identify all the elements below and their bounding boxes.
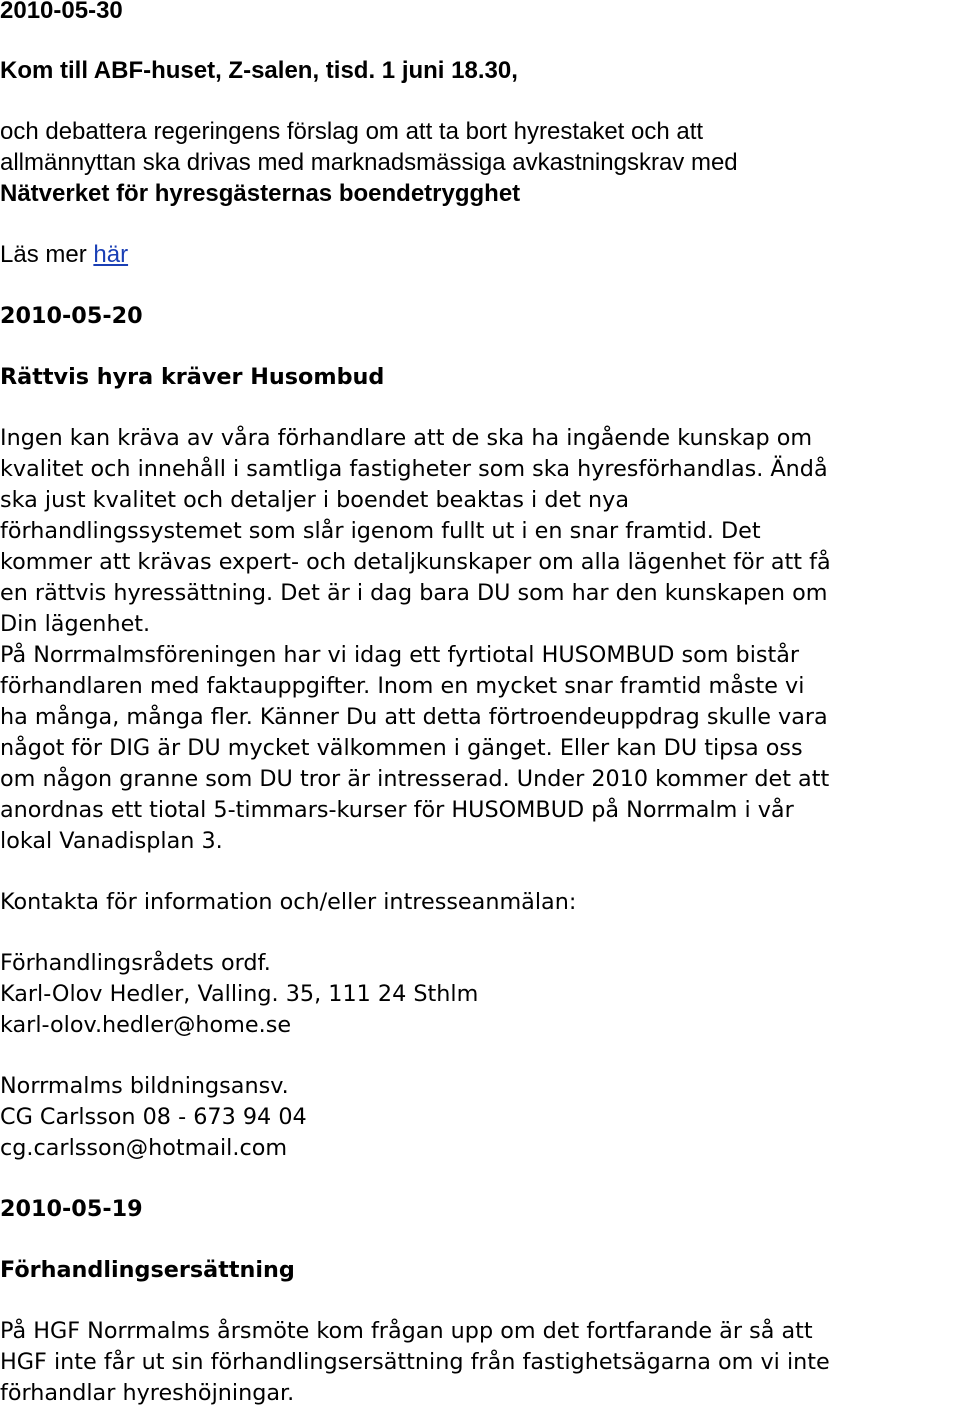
entry-2-title: Rättvis hyra kräver Husombud [0, 364, 385, 390]
read-more-link[interactable]: här [93, 241, 129, 268]
entry-2-body-line-1: Ingen kan kräva av våra förhandlare att de ska ha ingående kunskap om [0, 425, 813, 451]
entry-2-body-line-2: kvalitet och innehåll i samtliga fastigheter som ska hyresförhandlas. Ändå [0, 456, 828, 482]
entry-2-body-line-8: På Norrmalmsföreningen har vi idag ett fyrtiotal HUSOMBUD som bistår [0, 642, 800, 668]
entry-1-body-line-2: allmännyttan ska drivas med marknadsmässiga avkastningskrav med [0, 149, 738, 176]
entry-1-title: Kom till ABF-huset, Z-salen, tisd. 1 juni 18.30, [0, 57, 518, 84]
contact-1-name-address: Karl-Olov Hedler, Valling. 35, 111 24 Sthlm [0, 981, 479, 1007]
entry-2-body-line-6: en rättvis hyressättning. Det är i dag bara DU som har den kunskapen om [0, 580, 828, 606]
entry-2-body-line-11: något för DIG är DU mycket välkommen i gänget. Eller kan DU tipsa oss [0, 735, 803, 761]
entry-2-body-line-14: lokal Vanadisplan 3. [0, 828, 223, 854]
entry-3-title: Förhandlingsersättning [0, 1257, 295, 1283]
entry-3-date: 2010-05-19 [0, 1196, 143, 1222]
entry-3-body-line-2: HGF inte får ut sin förhandlingsersättning från fastighetsägarna om vi inte [0, 1349, 830, 1375]
contact-2-role: Norrmalms bildningsansv. [0, 1073, 289, 1099]
entry-1-body-line-3: Nätverket för hyresgästernas boendetrygghet [0, 180, 521, 207]
entry-2-body-line-10: ha många, många fler. Känner Du att detta förtroendeuppdrag skulle vara [0, 704, 828, 730]
contact-2-name-phone: CG Carlsson 08 - 673 94 04 [0, 1104, 307, 1130]
entry-2-date: 2010-05-20 [0, 303, 143, 329]
contact-2-email: cg.carlsson@hotmail.com [0, 1135, 288, 1161]
contact-1-role: Förhandlingsrådets ordf. [0, 950, 271, 976]
entry-1-body-line-1: och debattera regeringens förslag om att ta bort hyrestaket och att [0, 118, 704, 145]
contact-intro: Kontakta för information och/eller intresseanmälan: [0, 889, 577, 915]
entry-2-body-line-3: ska just kvalitet och detaljer i boendet beaktas i det nya [0, 487, 630, 513]
entry-2-body-line-7: Din lägenhet. [0, 611, 151, 637]
entry-3-body-line-3: förhandlar hyreshöjningar. [0, 1380, 295, 1406]
entry-2-body-line-5: kommer att krävas expert- och detaljkunskaper om alla lägenhet för att få [0, 549, 831, 575]
contact-1-email: karl-olov.hedler@home.se [0, 1012, 292, 1038]
entry-2-body-line-9: förhandlaren med faktauppgifter. Inom en mycket snar framtid måste vi [0, 673, 805, 699]
read-more-prefix: Läs mer [0, 241, 94, 268]
entry-2-body-line-13: anordnas ett tiotal 5-timmars-kurser för HUSOMBUD på Norrmalm i vår [0, 797, 794, 823]
entry-1-date: 2010-05-30 [0, 0, 123, 24]
entry-2-body-line-12: om någon granne som DU tror är intresserad. Under 2010 kommer det att [0, 766, 830, 792]
entry-3-body-line-1: På HGF Norrmalms årsmöte kom frågan upp om det fortfarande är så att [0, 1318, 813, 1344]
entry-2-body-line-4: förhandlingssystemet som slår igenom fullt ut i en snar framtid. Det [0, 518, 761, 544]
entry-1-read-more [0, 240, 128, 270]
